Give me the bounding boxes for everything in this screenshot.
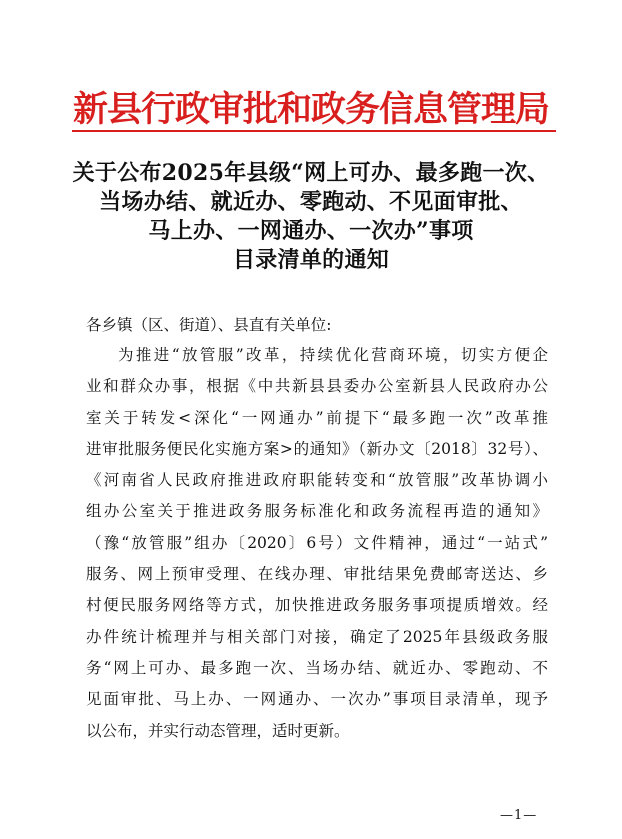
- body-line: 业和群众办事，根据《中共新县县委办公室新县人民政府办公: [86, 377, 548, 396]
- body-line: 办件统计梳理并与相关部门对接，确定了2025年县级政务服: [86, 627, 548, 646]
- body-line: 为推进“放管服”改革，持续优化营商环境，切实方便企: [118, 346, 548, 364]
- salutation: 各乡镇（区、街道）、县直有关单位:: [86, 316, 332, 334]
- body-line: 以公布，并实行动态管理，适时更新。: [86, 721, 350, 740]
- body-line: 《河南省人民政府推进政府职能转变和“放管服”改革协调小: [86, 471, 548, 490]
- body-line: 务“网上可办、最多跑一次、当场办结、就近办、零跑动、不: [86, 658, 548, 677]
- document-title-line: 当场办结、就近办、零跑动、不见面审批、: [99, 189, 523, 215]
- document-title: [30, 159, 592, 275]
- document-title-line: 马上办、一网通办、一次办”事项: [148, 218, 474, 244]
- document-title-line: 目录清单的通知: [232, 247, 390, 273]
- body-line: （豫“放管服”组办〔2020〕6号）文件精神，通过“一站式”: [86, 533, 548, 552]
- agency-header-title: 新县行政审批和政务信息管理局: [72, 89, 549, 130]
- body-line: 进审批服务便民化实施方案>的通知》（新办文〔2018〕32号）、: [86, 439, 548, 458]
- page-number: —1—: [500, 808, 538, 823]
- document-title-line: 关于公布2025年县级“网上可办、最多跑一次、: [72, 160, 550, 186]
- body-line: 村便民服务网络等方式，加快推进政务服务事项提质增效。经: [86, 596, 548, 615]
- body-line: 见面审批、马上办、一网通办、一次办”事项目录清单，现予: [86, 690, 548, 709]
- body-line: 组办公室关于推进政务服务标准化和政务流程再造的通知》: [86, 502, 548, 521]
- body-line: 服务、网上预审受理、在线办理、审批结果免费邮寄送达、乡: [86, 565, 548, 584]
- body-line: 室关于转发<深化“一网通办”前提下“最多跑一次”改革推: [86, 408, 548, 427]
- body-paragraph: [86, 340, 548, 747]
- header-red-rule: [72, 130, 556, 132]
